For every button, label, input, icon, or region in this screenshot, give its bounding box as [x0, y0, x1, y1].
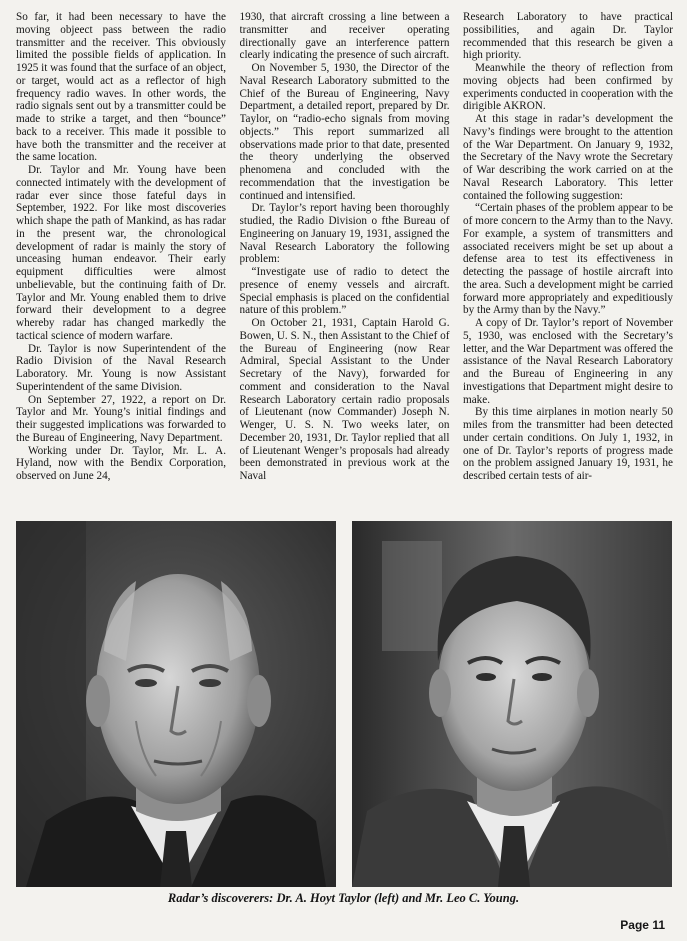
paragraph: By this time airplanes in motion nearly 50 miles from the transmitter had been detected under certain conditions. On July 1, 1932, in one of Dr. Taylor’s reports of progress made on the problem assigned January 19, 1931, he described certain tests of air-: [463, 406, 673, 482]
paragraph: Research Laboratory to have practical possibilities, and again Dr. Taylor recommended that this research be given a high priority.: [463, 11, 673, 62]
paragraph: 1930, that aircraft crossing a line between a transmitter and receiver operating directionally gave an interference pattern clearly indicating the presence of such aircraft.: [239, 11, 450, 62]
photo-caption: Radar’s discoverers: Dr. A. Hoyt Taylor (left) and Mr. Leo C. Young.: [167, 891, 520, 905]
paragraph: So far, it had been necessary to have the moving objeect pass between the radio transmitter and the receiver. This obviously limited the possible fields of application. In 1925 it was found that the surface of an object, or target, would act as a reflector of high frequency radio waves. In other words, the radio signals sent out by a transmitter could be made to strike a target, and then “bounce” back to a receiver. This made it possible to have both the transmitter and the receiver at the same location.: [16, 11, 226, 164]
paragraph: Dr. Taylor’s report having been thoroughly studied, the Radio Division o fthe Bureau of Engineering on January 19, 1931, assigned the Naval Research Laboratory the following problem:: [239, 202, 450, 266]
paragraph: Working under Dr. Taylor, Mr. L. A. Hyland, now with the Bendix Corporation, observed on June 24,: [16, 444, 226, 482]
page-number: Page 11: [620, 918, 665, 932]
portrait-photo-young: [352, 521, 672, 887]
paragraph: A copy of Dr. Taylor’s report of November 5, 1930, was enclosed with the Secretary’s letter, and the War Department was offered the assistance of the Naval Research Laboratory and the Bureau of Engineering in any investigations that Department might desire to make.: [463, 317, 673, 406]
quotation: “Certain phases of the problem appear to be of more concern to the Army than to the Navy. For example, a system of transmitters and associated receivers might be set up about a defense area to test its effectiveness in detecting the passage of hostile aircraft into the area. Such a development might be carried forward more appropriately and expeditiously by the Army than by the Navy.”: [463, 202, 673, 317]
paragraph: On October 21, 1931, Captain Harold G. Bowen, U. S. N., then Assistant to the Chief of the Bureau of Engineering (now Rear Admiral, Special Assistant to the Under Secretary of the Navy), forwarded for comment and consideration to the Naval Research Laboratory certain radio proposals of Lieutenant (now Commander) Joseph N. Wenger, U. S. N. Two weeks later, on December 20, 1931, Dr. Taylor replied that all of Lieutenant Wenger’s proposals had already been demonstrated in previous work at the Naval: [239, 317, 450, 482]
column-2: [240, 11, 450, 511]
article-body: [16, 11, 673, 511]
paragraph: Dr. Taylor is now Superintendent of the Radio Division of the Naval Research Laboratory. Mr. Young is now Assistant Superintendent of the same Division.: [16, 342, 226, 393]
column-1: [16, 11, 226, 511]
photo-row: [16, 521, 672, 887]
portrait-photo-taylor: [16, 521, 336, 887]
paragraph: On September 27, 1922, a report on Dr. Taylor and Mr. Young’s initial findings and their suggested implications was forwarded to the Bureau of Engineering, Navy Department.: [16, 393, 226, 444]
paragraph: At this stage in radar’s development the Navy’s findings were brought to the attention of the War Department. On January 9, 1932, the Secretary of the Navy wrote the Secretary of War describing the work carried on at the Naval Research Laboratory. This letter contained the following suggestion:: [463, 113, 673, 202]
paragraph: On November 5, 1930, the Director of the Naval Research Laboratory submitted to the Chief of the Bureau of Engineering, Navy Department, a detailed report, prepared by Dr. Taylor, on “radio-echo signals from moving objects.” This report summarized all observations made prior to that date, presented the theory underlying the observed phenomena and concluded with the recommendation that the investigation be continued and intensified.: [239, 62, 450, 202]
column-3: [463, 11, 673, 511]
paragraph: Meanwhile the theory of reflection from moving objects had been confirmed by experiments conducted in cooperation with the dirigible AKRON.: [463, 62, 673, 113]
paragraph: Dr. Taylor and Mr. Young have been connected intimately with the development of radar ever since those fateful days in September, 1922. For like most discoveries which shape the path of Mankind, as has radar in the present war, the chronological development of radar is mainly the story of unceasing human endeavor. Their early equipment difficulties were almost unbelievable, but the continuing faith of Dr. Taylor and Mr. Young enabled them to drive forward their development to a degree whereby radar has changed markedly the tactical science of modern warfare.: [16, 164, 226, 342]
quotation: “Investigate use of radio to detect the presence of enemy vessels and aircraft. Special emphasis is placed on the confidential nature of this problem.”: [239, 266, 450, 317]
